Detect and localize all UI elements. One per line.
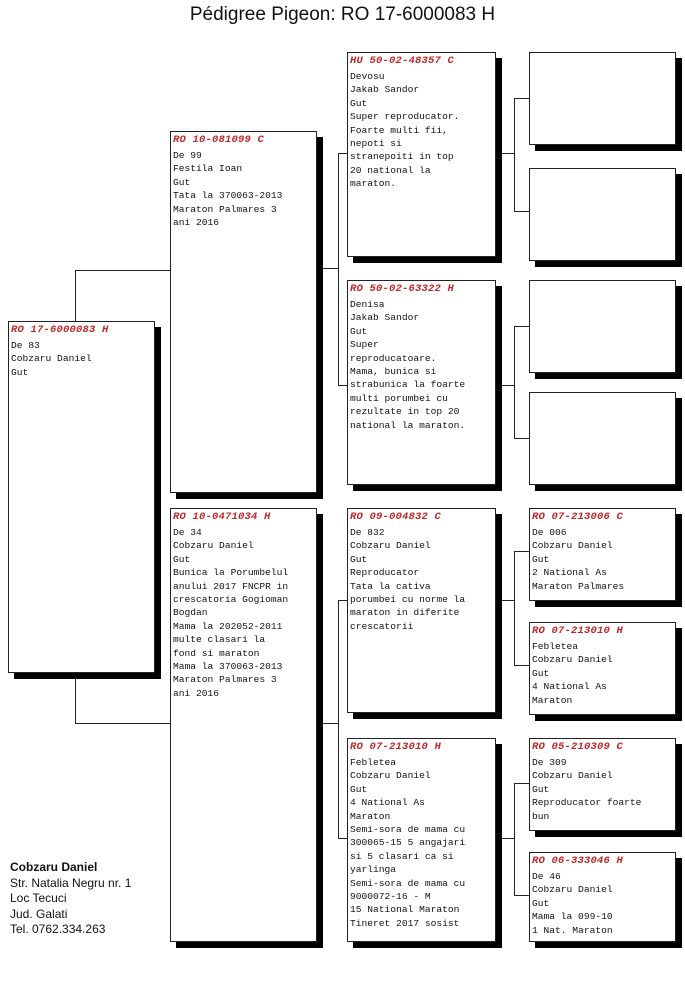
pigeon-card-sire[interactable] xyxy=(170,131,317,493)
pigeon-card-subject[interactable] xyxy=(8,321,155,673)
ring-number: RO 07-213010 H xyxy=(532,625,624,637)
pigeon-info-line: De 83 xyxy=(11,340,40,351)
pigeon-info-line: Maraton Palmares 3 xyxy=(173,203,277,215)
pigeon-info-line: Maraton xyxy=(350,810,391,822)
pigeon-card-empty[interactable] xyxy=(529,392,676,485)
pigeon-info-line: Mama la 370063-2013 xyxy=(173,661,283,673)
pigeon-info-line: nepoti si xyxy=(350,138,402,150)
pigeon-info-line: Semi-sora de mama cu xyxy=(350,877,466,889)
pigeon-info-line: Tata la cativa xyxy=(350,580,431,592)
pigeon-info-line: De 006 xyxy=(532,527,567,538)
pigeon-info-line: De 832 xyxy=(350,527,385,538)
pigeon-info-line: Gut xyxy=(350,783,368,795)
pigeon-info-line: Mama, bunica si xyxy=(350,366,437,378)
pigeon-info-line: Jakab Sandor xyxy=(350,312,420,324)
pigeon-info-line: Foarte multi fii, xyxy=(350,124,448,136)
pigeon-info-line: Bogdan xyxy=(173,607,208,619)
pigeon-info-line: Cobzaru Daniel xyxy=(532,770,613,782)
pigeon-info-line: crescatoria Gogioman xyxy=(173,594,289,606)
pigeon-info-line: anului 2017 FNCPR in xyxy=(173,580,289,592)
pigeon-info-line: porumbei cu norme la xyxy=(350,594,466,606)
pigeon-info-line: Jakab Sandor xyxy=(350,84,420,96)
pigeon-card-sire-dam[interactable] xyxy=(347,280,496,485)
pigeon-card-dam-dam[interactable] xyxy=(347,738,496,942)
owner-name: Cobzaru Daniel xyxy=(10,860,98,874)
pigeon-info-line: Festila Ioan xyxy=(173,163,243,175)
pigeon-info-line: Cobzaru Daniel xyxy=(173,540,254,552)
ring-number: HU 50-02-48357 C xyxy=(350,55,455,67)
pigeon-info-line: ani 2016 xyxy=(173,687,220,699)
pigeon-info-line: 15 National Maraton xyxy=(350,904,460,916)
pigeon-info-line: Gut xyxy=(11,366,29,378)
pigeon-info-line: Semi-sora de mama cu xyxy=(350,824,466,836)
ring-number: RO 50-02-63322 H xyxy=(350,283,455,295)
owner-contact-block xyxy=(10,860,131,938)
pigeon-card-dam-sire-sire[interactable] xyxy=(529,508,676,601)
pigeon-info-line: crescatorii xyxy=(350,620,414,632)
pigeon-info-line: 4 National As xyxy=(350,797,425,809)
owner-city: Loc Tecuci xyxy=(10,891,67,905)
pigeon-info-line: si 5 clasari ca si xyxy=(350,850,454,862)
pigeon-info-line: Super reproducator. xyxy=(350,111,460,123)
ring-number: RO 07-213010 H xyxy=(350,741,442,753)
pigeon-info-line: Reproducator xyxy=(350,567,420,579)
pigeon-info-line: strabunica la foarte xyxy=(350,379,466,391)
pigeon-info-line: stranepoiti in top xyxy=(350,151,454,163)
pigeon-info-line: Gut xyxy=(532,553,550,565)
pigeon-info-line: Tineret 2017 sosist xyxy=(350,917,460,929)
pigeon-info-line: bun xyxy=(532,810,550,822)
ring-number: RO 09-004832 C xyxy=(350,511,442,523)
owner-county: Jud. Galati xyxy=(10,906,68,921)
pigeon-info-line: rezultate in top 20 xyxy=(350,406,460,418)
pigeon-info-line: yarlinga xyxy=(350,864,397,876)
pigeon-info-line: Denisa xyxy=(350,299,385,310)
pigeon-info-line: Devosu xyxy=(350,71,385,82)
pigeon-info-line: Febletea xyxy=(350,757,397,768)
pigeon-info-line: Tata la 370063-2013 xyxy=(173,190,283,202)
pigeon-info-line: Mama la 099-10 xyxy=(532,911,613,923)
pigeon-info-line: Maraton Palmares 3 xyxy=(173,674,277,686)
ring-number: RO 10-0471034 H xyxy=(173,511,271,523)
pigeon-info-line: Cobzaru Daniel xyxy=(350,540,431,552)
pigeon-info-line: Cobzaru Daniel xyxy=(532,540,613,552)
pigeon-info-line: Reproducator foarte xyxy=(532,797,642,809)
pigeon-card-dam-dam-dam[interactable] xyxy=(529,852,676,942)
pigeon-info-line: Cobzaru Daniel xyxy=(11,353,92,365)
pigeon-info-line: 4 National As xyxy=(532,681,607,693)
ring-number: RO 06-333046 H xyxy=(532,855,624,867)
pigeon-card-empty[interactable] xyxy=(529,168,676,261)
pigeon-info-line: multe clasari la xyxy=(173,634,266,646)
pigeon-info-line: Gut xyxy=(532,897,550,909)
ring-number: RO 17-6000083 H xyxy=(11,324,109,336)
pigeon-info-line: Gut xyxy=(173,553,191,565)
pigeon-info-line: Gut xyxy=(173,176,191,188)
pigeon-info-line: Cobzaru Daniel xyxy=(532,884,613,896)
pigeon-info-line: national la maraton. xyxy=(350,419,466,431)
ring-number: RO 10-081099 C xyxy=(173,134,265,146)
pigeon-info-line: Gut xyxy=(532,783,550,795)
pigeon-info-line: ani 2016 xyxy=(173,217,220,229)
pigeon-info-line: fond si maraton xyxy=(173,647,260,659)
pigeon-info-line: Gut xyxy=(350,553,368,565)
pigeon-info-line: Febletea xyxy=(532,641,579,652)
pigeon-info-line: Mama la 202052-2011 xyxy=(173,620,283,632)
pigeon-info-line: De 99 xyxy=(173,150,202,161)
pigeon-info-line: reproducatoare. xyxy=(350,352,437,364)
pigeon-info-line: De 34 xyxy=(173,527,202,538)
pigeon-info-line: Cobzaru Daniel xyxy=(350,770,431,782)
pigeon-card-dam-dam-sire[interactable] xyxy=(529,738,676,831)
pigeon-info-line: Bunica la Porumbelul xyxy=(173,567,289,579)
pigeon-card-empty[interactable] xyxy=(529,280,676,373)
pigeon-info-line: maraton in diferite xyxy=(350,607,460,619)
pigeon-info-line: Gut xyxy=(532,667,550,679)
pigeon-info-line: maraton. xyxy=(350,178,397,190)
pigeon-info-line: De 46 xyxy=(532,871,561,882)
pigeon-info-line: De 309 xyxy=(532,757,567,768)
owner-phone: Tel. 0762.334.263 xyxy=(10,922,106,936)
pigeon-info-line: Maraton Palmares xyxy=(532,580,625,592)
page-title: Pédigree Pigeon: RO 17-6000083 H xyxy=(189,4,496,25)
pigeon-info-line: Super xyxy=(350,339,379,351)
pigeon-info-line: 9000072-16 - M xyxy=(350,891,431,903)
pigeon-info-line: 2 National As xyxy=(532,567,607,579)
pigeon-info-line: multi porumbei cu xyxy=(350,392,448,404)
pigeon-info-line: 20 national la xyxy=(350,164,431,176)
pigeon-info-line: Gut xyxy=(350,97,368,109)
pigeon-card-dam[interactable] xyxy=(170,508,317,942)
pigeon-card-dam-sire-dam[interactable] xyxy=(529,622,676,715)
pigeon-card-dam-sire[interactable] xyxy=(347,508,496,713)
ring-number: RO 07-213006 C xyxy=(532,511,624,523)
pigeon-info-line: Gut xyxy=(350,325,368,337)
pigeon-card-empty[interactable] xyxy=(529,52,676,145)
pigeon-info-line: Cobzaru Daniel xyxy=(532,654,613,666)
owner-street: Str. Natalia Negru nr. 1 xyxy=(10,875,132,890)
pigeon-info-line: 1 Nat. Maraton xyxy=(532,924,613,936)
ring-number: RO 05-210309 C xyxy=(532,741,624,753)
pigeon-card-sire-sire[interactable] xyxy=(347,52,496,257)
pigeon-info-line: 300065-15 5 angajari xyxy=(350,837,466,849)
pigeon-info-line: Maraton xyxy=(532,694,573,706)
